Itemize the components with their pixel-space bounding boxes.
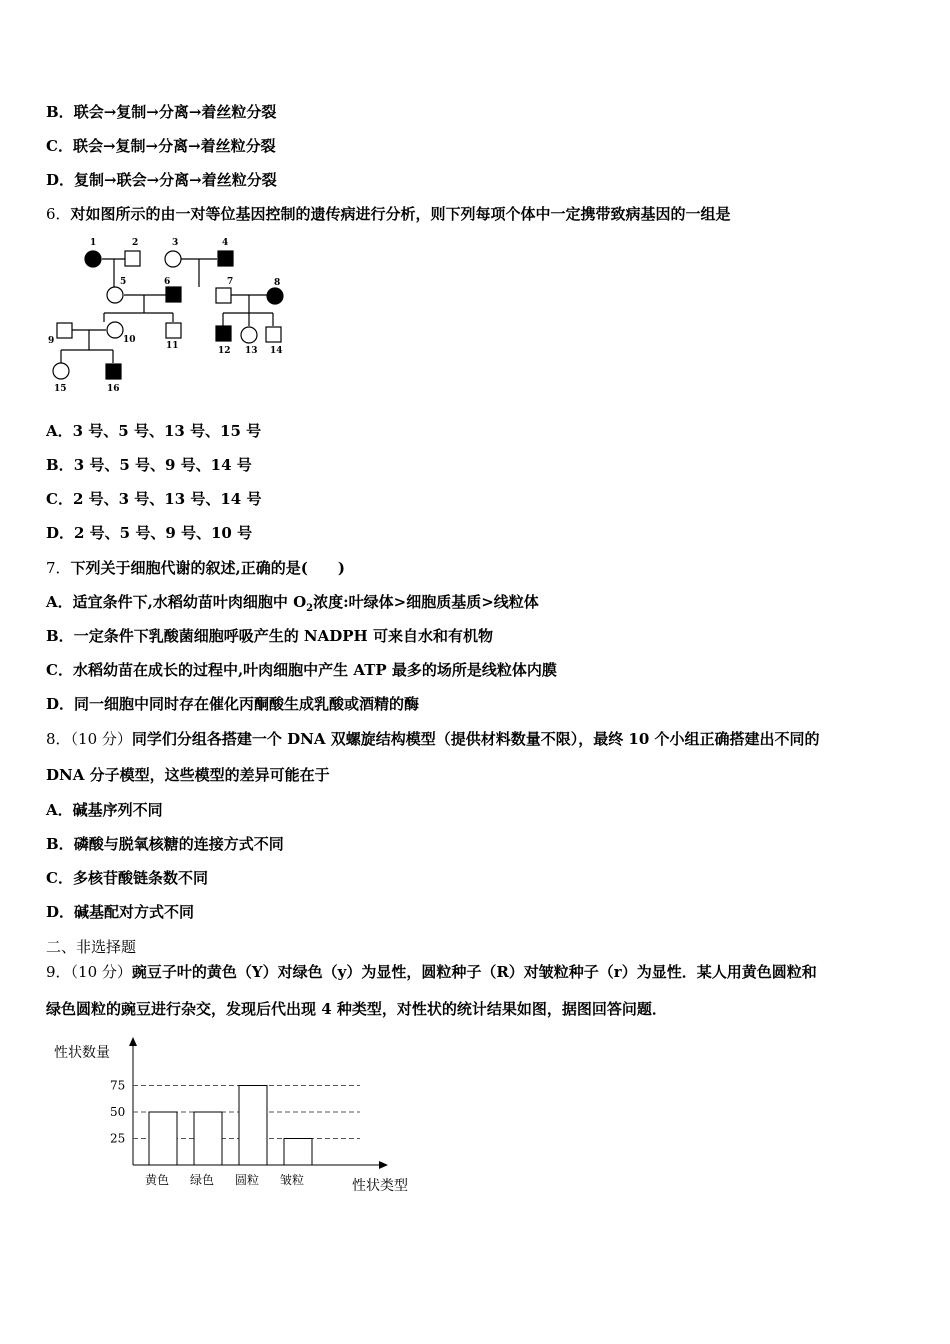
q6-option-b — [46, 455, 252, 475]
option-text: 联会→复制→分离→着丝粒分裂 — [72, 137, 276, 155]
option-text: 碱基序列不同 — [72, 801, 163, 819]
label-15: 15 — [54, 384, 67, 394]
label-4: 4 — [222, 238, 229, 248]
label-6: 6 — [164, 277, 171, 287]
option-text: 适宜条件下,水稻幼苗叶肉细胞中 O — [72, 593, 307, 611]
option-letter: A． — [46, 593, 73, 611]
question-text-cont: 绿色圆粒的豌豆进行杂交，发现后代出现 4 种类型，对性状的统计结果如图，据图回答问题． — [46, 1000, 667, 1018]
q6-option-a — [46, 421, 261, 441]
q8-stem-line2 — [46, 765, 330, 785]
label-5: 5 — [120, 277, 127, 287]
label-10: 10 — [123, 335, 136, 345]
individual-5 — [107, 287, 123, 303]
individual-4 — [218, 251, 233, 266]
label-12: 12 — [218, 346, 231, 356]
q8-stem-line1 — [46, 729, 820, 749]
q8-option-d — [46, 902, 194, 922]
question-text: 豌豆子叶的黄色（Y）对绿色（y）为显性，圆粒种子（R）对皱粒种子（r）为显性．某人用黄色圆粒和 — [131, 963, 817, 981]
q5-option-d — [46, 170, 277, 190]
bar-皱粒 — [284, 1139, 312, 1166]
q6-option-d — [46, 523, 252, 543]
individual-7 — [216, 288, 231, 303]
x-tick-label: 绿色 — [190, 1173, 215, 1187]
q9-stem-line1 — [46, 962, 817, 982]
q7-stem — [46, 558, 345, 578]
label-2: 2 — [132, 238, 139, 248]
question-number: 6． — [46, 205, 71, 223]
q7-option-d — [46, 694, 419, 714]
chart-y-label: 性状数量 — [54, 1045, 110, 1061]
option-letter: B． — [46, 835, 74, 853]
individual-11 — [166, 323, 181, 338]
chart-x-label: 性状类型 — [352, 1178, 408, 1194]
option-letter: A． — [46, 422, 73, 440]
option-letter: B． — [46, 627, 74, 645]
y-tick-label: 50 — [110, 1105, 126, 1119]
individual-1 — [85, 251, 101, 267]
option-text: 一定条件下乳酸菌细胞呼吸产生的 NADPH 可来自水和有机物 — [73, 627, 493, 645]
q5-option-b — [46, 102, 276, 122]
option-letter: D． — [46, 171, 75, 189]
option-text: 碱基配对方式不同 — [74, 903, 195, 921]
individual-10 — [107, 322, 123, 338]
option-text: 2 号、3 号、13 号、14 号 — [72, 490, 262, 508]
option-letter: D． — [46, 903, 75, 921]
option-text: 2 号、5 号、9 号、10 号 — [74, 524, 253, 542]
individual-9 — [57, 323, 72, 338]
q6-stem — [46, 204, 731, 224]
option-letter: A． — [46, 801, 73, 819]
option-letter: D． — [46, 695, 75, 713]
q9-stem-line2 — [46, 999, 667, 1019]
label-3: 3 — [172, 238, 179, 248]
question-score: （10 分） — [70, 963, 132, 981]
label-1: 1 — [90, 238, 97, 248]
option-text: 磷酸与脱氧核糖的连接方式不同 — [73, 835, 284, 853]
question-text: 同学们分组各搭建一个 DNA 双螺旋结构模型（提供材料数量不限），最终 10 个小组正确搭建出不同的 — [131, 730, 820, 748]
option-text: 水稻幼苗在成长的过程中,叶肉细胞中产生 ATP 最多的场所是线粒体内膜 — [72, 661, 557, 679]
question-text: 下列关于细胞代谢的叙述,正确的是( ) — [70, 559, 345, 577]
q7-option-b — [46, 626, 493, 646]
option-letter: B． — [46, 103, 74, 121]
option-text: 3 号、5 号、9 号、14 号 — [73, 456, 252, 474]
x-axis-arrow — [379, 1161, 388, 1169]
label-13: 13 — [245, 346, 258, 356]
option-letter: C． — [46, 869, 73, 887]
y-tick-label: 75 — [110, 1078, 126, 1093]
bar-圆粒 — [239, 1086, 267, 1166]
label-9: 9 — [48, 336, 55, 346]
option-text: 多核苷酸链条数不同 — [72, 869, 208, 887]
section-heading: 二、非选择题 — [46, 938, 137, 956]
option-text: 复制→联会→分离→着丝粒分裂 — [74, 171, 277, 189]
question-number: 8． — [46, 730, 71, 748]
label-7: 7 — [227, 277, 234, 287]
option-letter: C． — [46, 661, 73, 679]
x-tick-label: 皱粒 — [280, 1173, 305, 1187]
question-score: （10 分） — [70, 730, 132, 748]
individual-2 — [125, 251, 140, 266]
individual-3 — [165, 251, 181, 267]
label-14: 14 — [270, 346, 283, 356]
option-letter: C． — [46, 137, 73, 155]
option-text: 同一细胞中同时存在催化丙酮酸生成乳酸或酒精的酶 — [74, 695, 420, 713]
option-letter: D． — [46, 524, 75, 542]
question-text-cont: DNA 分子模型，这些模型的差异可能在于 — [46, 766, 330, 784]
question-text: 对如图所示的由一对等位基因控制的遗传病进行分析，则下列每项个体中一定携带致病基因的一组是 — [70, 205, 731, 223]
option-letter: C． — [46, 490, 73, 508]
individual-6 — [166, 287, 181, 302]
option-letter: B． — [46, 456, 74, 474]
option-text: 3 号、5 号、13 号、15 号 — [72, 422, 262, 440]
q6-option-c — [46, 489, 261, 509]
subscript: 2 — [306, 603, 314, 614]
x-tick-label: 圆粒 — [235, 1173, 260, 1187]
label-11: 11 — [166, 341, 179, 351]
bar-绿色 — [194, 1112, 222, 1165]
label-8: 8 — [274, 278, 281, 288]
q8-option-c — [46, 868, 208, 888]
individual-16 — [106, 364, 121, 379]
question-number: 7． — [46, 559, 71, 577]
y-tick-label: 25 — [110, 1131, 126, 1146]
individual-15 — [53, 363, 69, 379]
question-number: 9． — [46, 963, 71, 981]
q8-option-a — [46, 800, 163, 820]
q7-option-c — [46, 660, 557, 680]
pedigree-chart — [48, 232, 293, 394]
trait-bar-chart — [48, 1035, 418, 1200]
q8-option-b — [46, 834, 284, 854]
option-text-cont: 浓度:叶绿体>细胞质基质>线粒体 — [313, 593, 539, 611]
q7-option-a — [46, 592, 539, 619]
individual-13 — [241, 327, 257, 343]
individual-14 — [266, 327, 281, 342]
x-tick-label: 黄色 — [145, 1173, 170, 1187]
individual-12 — [216, 326, 231, 341]
individual-8 — [267, 288, 283, 304]
y-axis-arrow — [129, 1037, 137, 1046]
bar-黄色 — [149, 1112, 177, 1165]
option-text: 联会→复制→分离→着丝粒分裂 — [73, 103, 277, 121]
label-16: 16 — [107, 384, 120, 394]
q5-option-c — [46, 136, 276, 156]
